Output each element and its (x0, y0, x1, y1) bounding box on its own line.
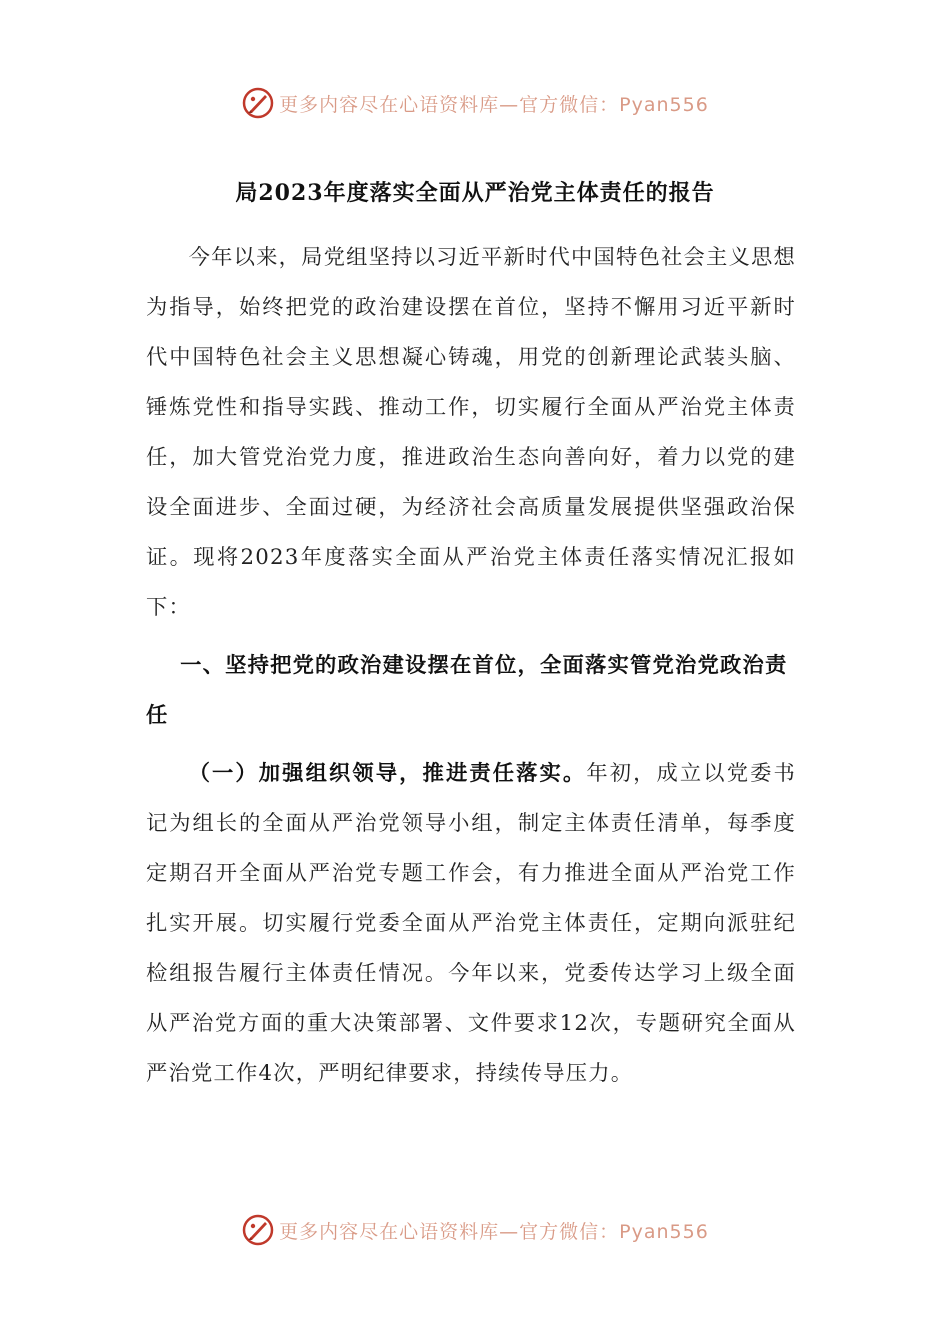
subsection-1-lead: （一）加强组织领导，推进责任落实。 (188, 761, 587, 786)
footer-banner-text: 更多内容尽在心语资料库—官方微信：Pyan556 (279, 1220, 709, 1243)
quill-seal-logo-icon (241, 86, 275, 120)
document-body (146, 233, 796, 1099)
subsection-1-body: 年初，成立以党委书记为组长的全面从严治党领导小组，制定主体责任清单，每季度定期召开全面从严治党专题工作会，有力推进全面从严治党工作扎实开展。切实履行党委全面从严治党主体责任，定期向派驻纪检组报告履行主体责任情况。今年以来，党委传达学习上级全面从严治党方面的重大决策部署、文件要求12次，专题研究全面从严治党工作4次，严明纪律要求，持续传导压力。 (146, 761, 796, 1086)
header-banner-text: 更多内容尽在心语资料库—官方微信：Pyan556 (279, 93, 709, 116)
section-1-heading: 一、坚持把党的政治建设摆在首位，全面落实管党治党政治责任 (146, 653, 788, 728)
document-title: 局2023年度落实全面从严治党主体责任的报告 (235, 180, 715, 206)
footer-banner (0, 1210, 950, 1250)
quill-seal-logo-icon (241, 1213, 275, 1247)
subsection-1-paragraph (146, 749, 796, 1099)
header-banner (0, 83, 950, 123)
intro-paragraph: 今年以来，局党组坚持以习近平新时代中国特色社会主义思想为指导，始终把党的政治建设摆在首位，坚持不懈用习近平新时代中国特色社会主义思想凝心铸魂，用党的创新理论武装头脑、锤炼党性和指导实践、推动工作，切实履行全面从严治党主体责任，加大管党治党力度，推进政治生态向善向好，着力以党的建设全面进步、全面过硬，为经济社会高质量发展提供坚强政治保证。现将2023年度落实全面从严治党主体责任落实情况汇报如下： (146, 245, 797, 620)
